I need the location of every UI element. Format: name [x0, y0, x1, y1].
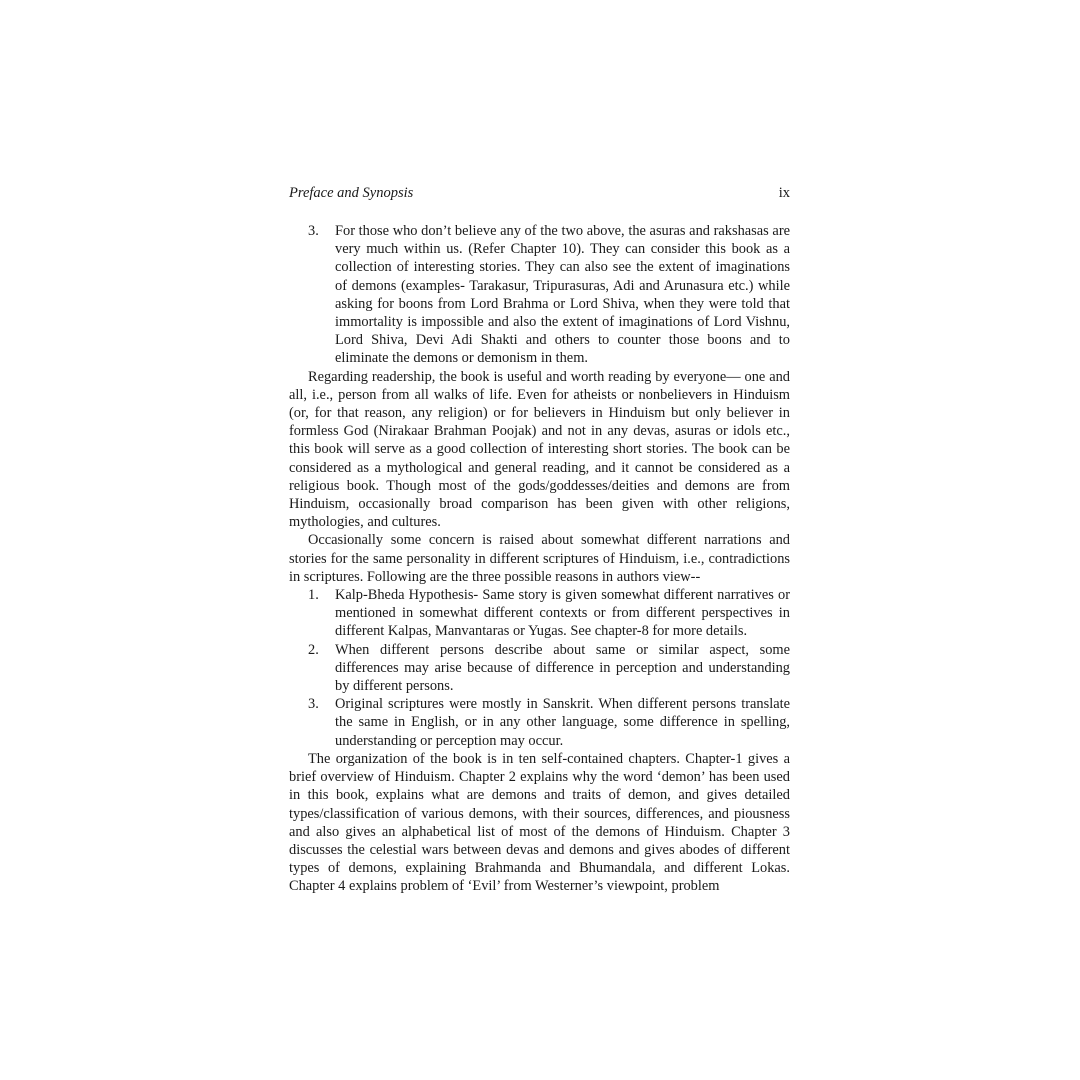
list-item-number: 1.	[308, 587, 319, 604]
list-item	[308, 586, 790, 641]
list-item-number: 3.	[308, 696, 319, 713]
list-item-text: For those who don’t believe any of the two above, the asuras and rakshasas are very much within us. (Refer Chapter 10). They can consider this book as a collection of interesting stories. They can also see the extent of imaginations of demons (examples- Tarakasur, Tripurasuras, Adi and Arunasura etc.) while asking for boons from Lord Brahma or Lord Shiva, when they were told that immortality is impossible and also the extent of imaginations of Lord Vishnu, Lord Shiva, Devi Adi Shakti and others to counter those boons and to eliminate the demons or demonism in them.	[335, 223, 790, 367]
page-number: ix	[778, 185, 790, 201]
list-item	[308, 222, 790, 368]
list-item-text: Original scriptures were mostly in Sanskrit. When different persons translate the same in English, or in any other language, some difference in spelling, understanding or perception may occur.	[335, 696, 790, 749]
list-item-text: When different persons describe about same or similar aspect, some differences may arise because of difference in perception and understanding by different persons.	[335, 641, 790, 695]
paragraph-concern: Occasionally some concern is raised about somewhat different narrations and stories for the same personality in different scriptures of Hinduism, i.e., contradictions in scriptures. Following are the three possible reasons in authors view--	[289, 532, 790, 585]
list-item	[308, 695, 790, 750]
running-head	[289, 184, 790, 202]
chapter-title: Preface and Synopsis	[289, 185, 414, 201]
list-item-number: 3.	[308, 223, 319, 239]
paragraph-organization: The organization of the book is in ten self-contained chapters. Chapter-1 gives a brief overview of Hinduism. Chapter 2 explains why the word ‘demon’ has been used in this book, explains what are demons and traits of demon, and gives detailed types/classification of various demons, with their sources, differences, and piousness and also gives an alphabetical list of most of the demons of Hinduism. Chapter 3 discusses the celestial wars between devas and demons and gives abodes of different types of demons, explaining Brahmanda and Bhumandala, and different Lokas. Chapter 4 explains problem of ‘Evil’ from Westerner’s viewpoint, problem	[289, 750, 790, 895]
list-item-number: 2.	[308, 641, 319, 658]
list-item	[308, 641, 790, 696]
book-page	[289, 184, 790, 896]
list-item-text: Kalp-Bheda Hypothesis- Same story is given somewhat different narratives or mentioned in somewhat different contexts or from different perspectives in different Kalpas, Manvantaras or Yugas. See chapter-8 for more details.	[335, 587, 790, 640]
paragraph-readership: Regarding readership, the book is useful and worth reading by everyone— one and all, i.e., person from all walks of life. Even for atheists or nonbelievers in Hinduism (or, for that reason, any religion) or for believers in Hinduism but only believer in formless God (Nirakaar Brahman Poojak) and not in any devas, asuras or idols etc., this book will serve as a good collection of interesting short stories. The book can be considered as a mythological and general reading, and it cannot be considered as a religious book. Though most of the gods/goddesses/deities and demons are from Hinduism, occasionally broad comparison has been given with other religions, mythologies, and cultures.	[289, 368, 790, 531]
page-body	[289, 222, 790, 896]
